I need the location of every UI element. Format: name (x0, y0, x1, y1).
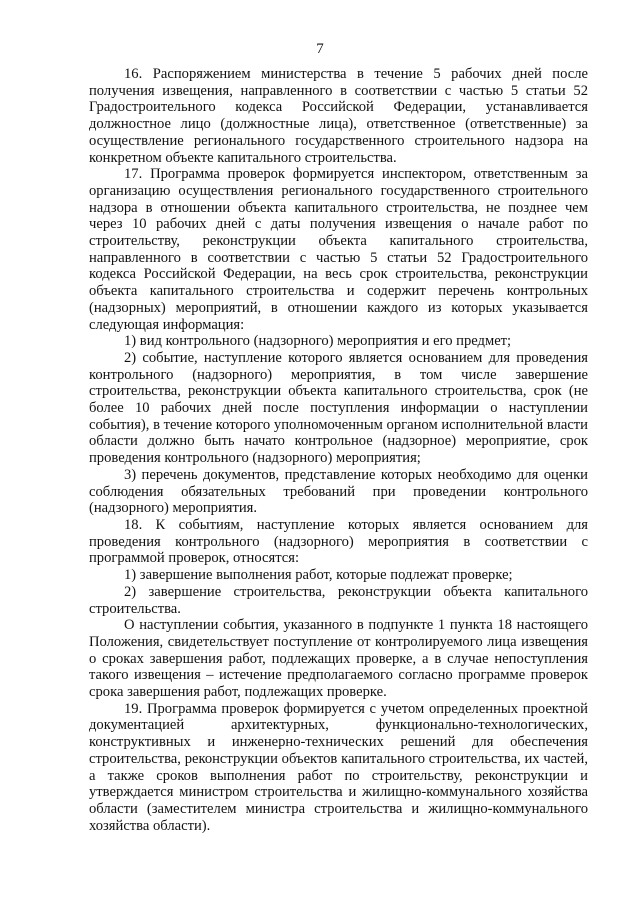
paragraph-18-item-1: 1) завершение выполнения работ, которые подлежат проверке; (124, 567, 513, 584)
page-number: 7 (316, 41, 324, 57)
paragraph-17: 17. Программа проверок формируется инспектором, ответственным за организацию осуществления регионального государственного строительного надзора в отношении объекта капитального строительства, не позднее чем через 10 рабочих дней с даты получения извещения о начале работ по строительству, реконструкции объекта капитального строительства, направленного в соответствии с частью 5 статьи 52 Градостроительного кодекса Российской Федерации, на весь срок строительства, реконструкции объекта капитального строительства и содержит перечень контрольных (надзорных) мероприятий, в отношении каждого из которых указывается следующая информация: (89, 166, 588, 333)
paragraph-18: 18. К событиям, наступление которых является основанием для проведения контрольного (надзорного) мероприятия в соответствии с программой проверок, относятся: (89, 516, 588, 567)
paragraph-17-item-2: 2) событие, наступление которого является основанием для проведения контрольного (надзорного) мероприятия, в том числе завершение строительства, реконструкции объекта капитального строительства, срок (не более 10 рабочих дней после поступления информации о наступлении события), в течение которого уполномоченным органом исполнительной власти области должно быть начато контрольное (надзорное) мероприятие, срок проведения контрольного (надзорного) мероприятия; (89, 349, 588, 467)
paragraph-17-item-1: 1) вид контрольного (надзорного) мероприятия и его предмет; (124, 333, 512, 350)
document-body (89, 66, 588, 834)
paragraph-19: 19. Программа проверок формируется с учетом определенных проектной документацией архитектурных, функционально-технологических, конструктивных и инженерно-технических решений для обеспечения строительства, реконструкции объектов капитального строительства, их частей, а также сроков выполнения работ по строительству, реконструкции и утверждается министром строительства и жилищно-коммунального хозяйства области (заместителем министра строительства и жилищно-коммунального хозяйства области). (89, 700, 588, 834)
paragraph-18-item-2: 2) завершение строительства, реконструкции объекта капитального строительства. (89, 583, 588, 617)
paragraph-16: 16. Распоряжением министерства в течение 5 рабочих дней после получения извещения, направленного в соответствии с частью 5 статьи 52 Градостроительного кодекса Российской Федерации, устанавливается должностное лицо (должностные лица), ответственное (ответственные) за осуществление регионального государственного строительного надзора на конкретном объекте капитального строительства. (89, 66, 588, 166)
paragraph-17-item-3: 3) перечень документов, представление которых необходимо для оценки соблюдения обязательных требований при проведении контрольного (надзорного) мероприятия. (89, 466, 588, 517)
paragraph-18-note: О наступлении события, указанного в подпункте 1 пункта 18 настоящего Положения, свидетельствует поступление от контролируемого лица извещения о сроках завершения работ, подлежащих проверке, а в случае непоступления такого извещения – истечение предполагаемого согласно программе проверок срока завершения работ, подлежащих проверке. (89, 617, 588, 701)
